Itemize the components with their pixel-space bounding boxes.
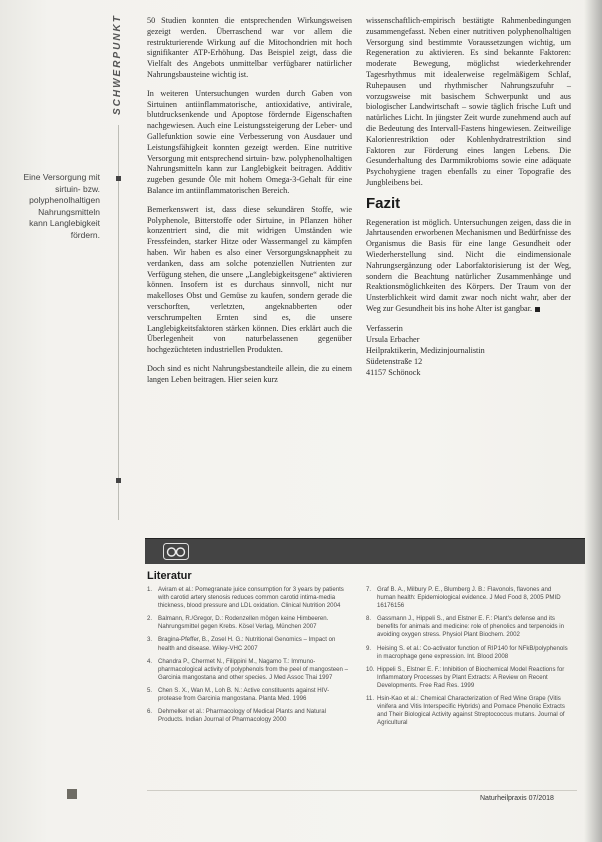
author-heading: Verfasserin	[366, 323, 403, 333]
reference-item: 3. Bragina-Pfeffer, B., Zosel H. G.: Nutritional Genomics – Impact on health and disease. Wiley-VHC 2007	[147, 636, 336, 652]
pull-quote: Eine Versorgung mit sirtuin- bzw. polyphenolhaltigen Nahrungsmitteln kann Langlebigkeit fördern.	[23, 172, 100, 240]
author-street: Südetenstraße 12	[366, 356, 423, 366]
vertical-divider	[118, 125, 119, 520]
reference-list-right	[366, 586, 571, 732]
pull-quote-marker	[116, 176, 121, 181]
paragraph: Doch sind es nicht Nahrungsbestandteile allein, die zu einem langen Leben beitragen. Hier seien kurz	[147, 363, 352, 384]
magazine-footer: Naturheilpraxis 07/2018	[480, 795, 554, 802]
end-mark	[535, 307, 540, 312]
reference-item: 11. Hsin-Kao et al.: Chemical Characterization of Red Wine Grape (Vitis vinifera and Vitis Interspecific Hybrids) and Pomace Phenolic Extracts and Their Biological Activity against Streptococcus mutans. Journal of Agricultural	[366, 695, 565, 727]
fazit-heading: Fazit	[366, 194, 401, 212]
reference-item: 4. Chandra P., Chermet N., Filippini M., Nagamo T.: Immuno-pharmacological activity of polyphenols from the peel of mangosteen – Garcinia mangostana and other species. J Med Assoc Thai 1997	[147, 657, 349, 681]
author-name: Ursula Erbacher	[366, 334, 420, 344]
reference-item: 9. Heising S. et al.: Co-activator function of RIP140 for NFkB/polyphenols in macrophage gene expression. Int. Blood 2008	[366, 644, 568, 660]
reference-item: 7. Graf B. A., Milbury P. E., Blumberg J. B.: Flavonols, flavones and human health: Epidemiological evidence. J Med Food 8, 2005 PMID 16176156	[366, 586, 561, 610]
paragraph: 50 Studien konnten die entsprechenden Wirkungsweisen gezeigt werden. Überraschend war vor allem die restrukturierende Wirkung auf die Mitochondrien mit hoch signifikanter ATP-Erhöhung. Das Beispiel zeigt, dass die Vielfalt des Angebots unmittelbar verfügbarer natürlicher Nahrungsbausteine wichtig ist.	[147, 16, 352, 79]
article-column-left	[147, 16, 352, 394]
paragraph: In weiteren Untersuchungen wurden durch Gaben von Sirtuinen antiinflammatorische, antioxidative, antivirale, blutdrucksenkende und Apoptose fördernde Eigenschaften nachgewiesen. Auch eine Leistungssteigerung der Leber- und Gallefunktion sowie eine Verbesserung von Ausdauer und Leistungsfähigkeit konnten gezeigt werden. Eine nutritive Versorgung mit entsprechend sirtuin- bzw. polyphenolhaltigen Nahrungsmitteln kann zur Langlebigkeit beitragen. Additiv zugeben gesunde Öle mit hohem Omega-3-Gehalt für eine Balance im antiinflammatorischen Bereich.	[147, 88, 352, 195]
column-marker	[116, 478, 121, 483]
fazit-text: Regeneration ist möglich. Untersuchungen zeigen, dass die in Jahrtausenden erworbenen Mechanismen und Bedürfnisse des Organismus die Basis für eine lange Gesundheit oder Wiederherstellung sind. Nicht die eindimensionale Nahrungsergänzung oder Laborfaktorisierung ist der Weg, sondern die Beachtung natürlicher Zusammenhänge und Reaktionsmöglichkeiten des Körpers. Der Traum von der Unsterblichkeit wird damit zwar noch nicht wahr, aber der Weg zur Gesundheit bis ins hohe Alter ist gangbar.	[366, 217, 571, 313]
page-number-box	[67, 789, 77, 799]
paragraph: wissenschaftlich-empirisch bestätigte Rahmenbedingungen zusammengefasst. Neben einer nutritiven polyphenolhaltigen Versorgung sind bestimmte Voraussetzungen wichtig, um Regeneration zu aktivieren. Es sind bekannte Faktoren: moderate Bewegung, möglichst wiederkehrender Tagesrhythmus mit idealerweise regelmäßigem Schlaf, Ruhepausen und rhythmischer Nahrungszufuhr – vorzugsweise mit basischem Schwerpunkt und aus biologischer Landwirtschaft – sowie täglich frische Luft und natürliches Licht. In jüngster Zeit wurde zunehmend auch auf die Bedeutung des Intervall-Fastens hingewiesen. Zeitweilige Kalorienrestriktion oder Kohlenhydratrestriktion sind Faktoren zur Förderung eines langen Lebens. Die Gesunderhaltung des Darmmikrobioms sowie eine adäquate Psychohygiene tragen ebenfalls zu einer Topografie des Jungbleibens bei.	[366, 16, 571, 187]
section-label: SCHWERPUNKT	[112, 14, 123, 115]
paragraph: Bemerkenswert ist, dass diese sekundären Stoffe, wie Polyphenole, Bitterstoffe oder Sirtuine, in Pflanzen höher konzentriert sind, die mit widrigen Umständen wie Fressfeinden, starker Hitze oder Wassermangel zu kämpfen haben. Wir haben es also einer Versorgungsknappheit zu verdanken, dass am solche potenziellen Nutrienten zur Verfügung stehen, die unsere „Langlebigkeitsgene“ aktivieren können. Insofern ist es durchaus sinnvoll, nicht nur makelloses Obst und Gemüse zu kaufen, sondern gerade die verschorften, verletzten, angeknabberten oder verschrumpelten Ernten sind es, die unsere Langlebigkeitsfaktoren stärken können. Dies erklärt auch die Überlegenheit von naturbelassenen gegenüber hochgezüchteten industriellen Produkten.	[147, 204, 352, 355]
footer-divider	[147, 790, 577, 791]
page-edge-shadow	[584, 0, 602, 842]
reference-item: 6. Dehmelker et al.: Pharmacology of Medical Plants and Natural Products. Indian Journal of Pharmacology 2000	[147, 708, 326, 724]
fazit-paragraph	[366, 218, 571, 315]
reference-item: 8. Gassmann J., Hippeli S., and Elstner E. F.: Plant's defense and its benefits for animals and medicine: role of phenolics and terpenoids in avoiding oxygen stress. Physiol Plant Biochem. 2002	[366, 615, 564, 639]
literature-banner	[145, 538, 585, 564]
author-block	[366, 323, 571, 378]
article-column-right	[366, 16, 571, 378]
literature-title: Literatur	[147, 570, 192, 582]
glasses-icon	[163, 543, 189, 560]
reference-item: 5. Chen S. X., Wan M., Loh B. N.: Active constituents against HIV-protease from Garcinia mangostana. Planta Med. 1996	[147, 686, 330, 703]
reference-item: 1. Aviram et al.: Pomegranate juice consumption for 3 years by patients with carotid artery stenosis reduces common carotid intima-media thickness, blood pressure and LDL oxidation. Clinical Nutrition 2004	[147, 586, 344, 610]
reference-list-left	[147, 586, 352, 729]
author-city: 41157 Schönock	[366, 367, 421, 377]
reference-item: 10. Hippeli S., Elstner E. F.: Inhibition of Biochemical Model Reactions for Inflammatory Processes by Plant Extracts: A Review on Recent Developments. Free Rad Res. 1999	[366, 665, 565, 689]
author-role: Heilpraktikerin, Medizinjournalistin	[366, 345, 485, 355]
reference-item: 2. Balmann, R./Gregor, D.: Rodenzellen mögen keine Himbeeren. Nahrungsmittel gegen Krebs. Kösel Verlag, München 2007	[147, 615, 329, 631]
